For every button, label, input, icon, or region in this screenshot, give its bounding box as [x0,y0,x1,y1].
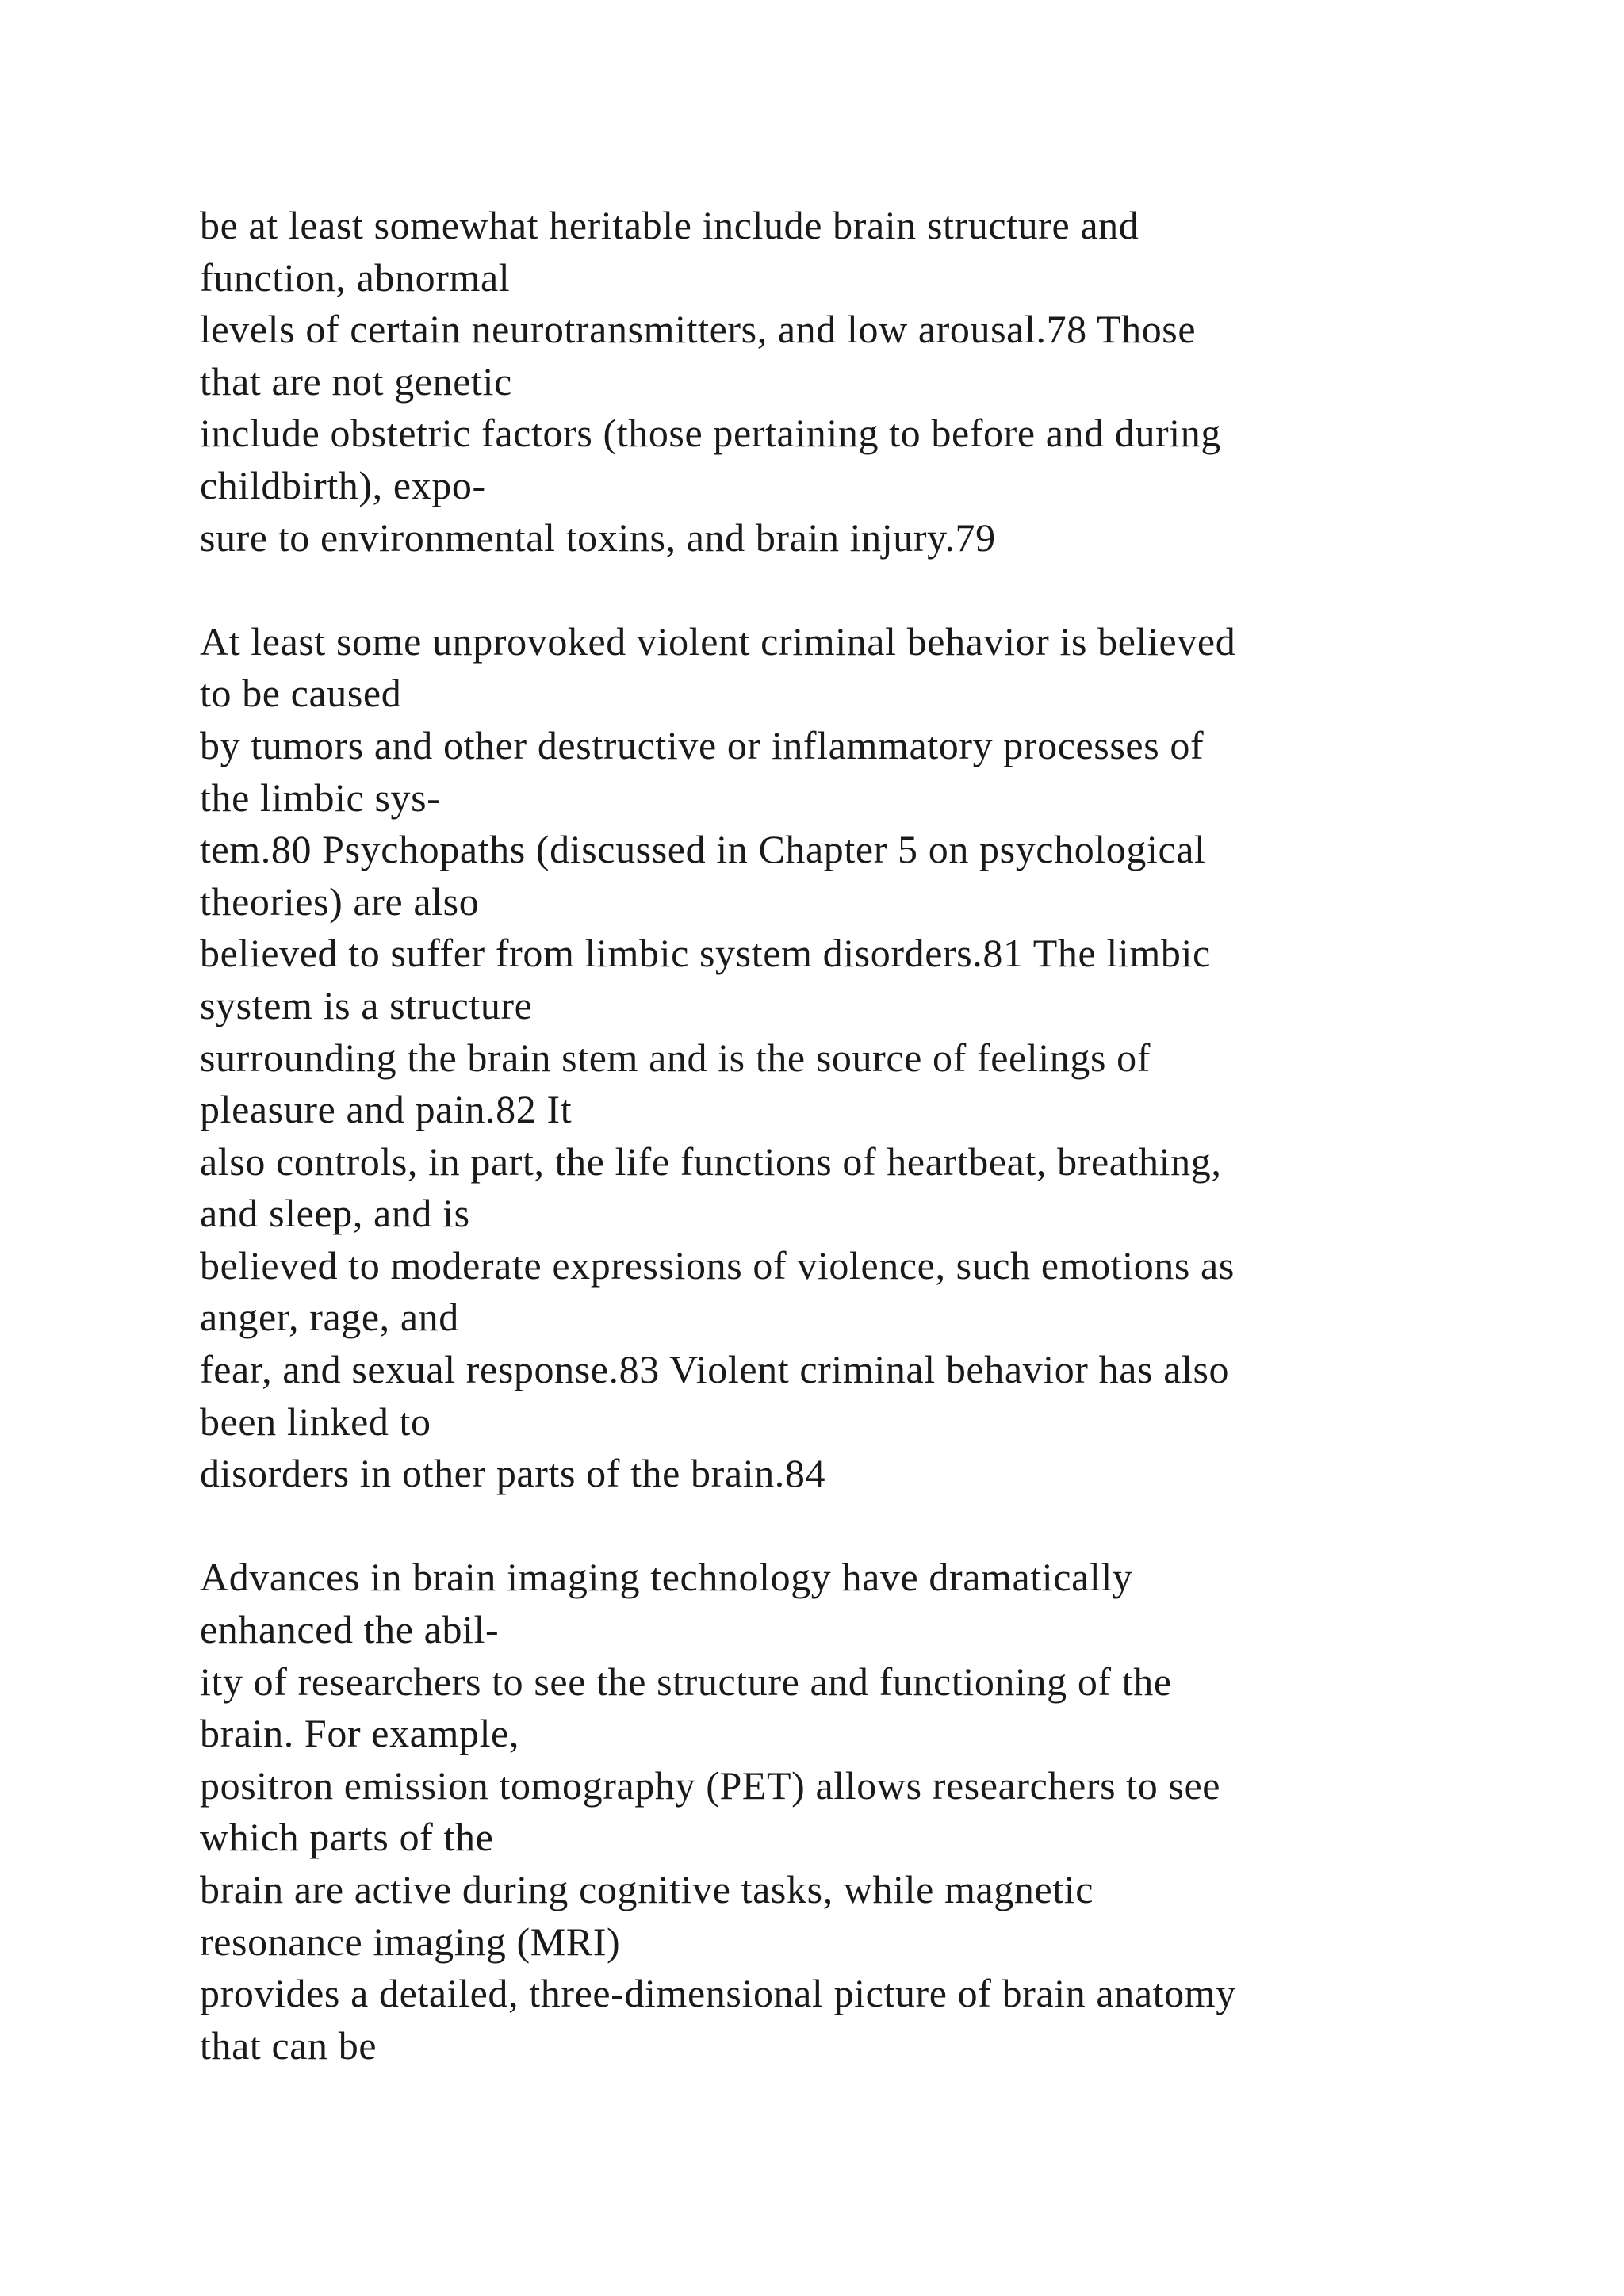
text-line: system is a structure [200,982,533,1027]
text-line: pleasure and pain.82 It [200,1087,573,1132]
text-line: anger, rage, and [200,1295,459,1340]
text-line: that can be [200,2022,377,2068]
text-line: that are not genetic [200,358,512,404]
text-line: disorders in other parts of the brain.84 [200,1451,826,1496]
text-line: which parts of the [200,1815,494,1860]
text-line: theories) are also [200,878,480,924]
paragraph-1 [200,200,1500,564]
text-line: brain are active during cognitive tasks, while magnetic [200,1867,1094,1911]
text-line: provides a detailed, three-dimensional picture of brain anatomy [200,1971,1236,2016]
text-line: the limbic sys- [200,775,441,820]
text-line: levels of certain neurotransmitters, and low arousal.78 Those [200,307,1197,352]
text-line: Advances in brain imaging technology have dramatically [200,1555,1133,1600]
text-line: function, abnormal [200,254,511,300]
text-line: childbirth), expo- [200,462,486,507]
text-line: also controls, in part, the life functions of heartbeat, breathing, [200,1138,1222,1184]
body-text [200,200,1500,2124]
text-line: believed to suffer from limbic system disorders.81 The limbic [200,931,1211,976]
text-line: be at least somewhat heritable include brain structure and [200,203,1139,247]
text-line: sure to environmental toxins, and brain injury.79 [200,515,996,560]
text-line: fear, and sexual response.83 Violent criminal behavior has also [200,1347,1230,1392]
text-line: At least some unprovoked violent criminal behavior is believed [200,618,1236,664]
paragraph-3 [200,1552,1500,2072]
text-line: by tumors and other destructive or inflammatory processes of [200,722,1205,767]
text-line: enhanced the abil- [200,1607,500,1652]
text-line: brain. For example, [200,1711,519,1756]
text-line: positron emission tomography (PET) allows researchers to see [200,1762,1221,1808]
text-line: include obstetric factors (those pertaining to before and during [200,411,1221,456]
text-line: and sleep, and is [200,1191,470,1236]
text-line: tem.80 Psychopaths (discussed in Chapter 5 on psychological [200,827,1206,872]
text-line: ity of researchers to see the structure and functioning of the [200,1659,1172,1704]
text-line: believed to moderate expressions of violence, such emotions as [200,1242,1235,1288]
text-line: resonance imaging (MRI) [200,1919,621,1964]
text-line: to be caused [200,671,402,716]
text-line: been linked to [200,1399,431,1444]
paragraph-2 [200,616,1500,1500]
text-line: surrounding the brain stem and is the source of feelings of [200,1035,1151,1080]
